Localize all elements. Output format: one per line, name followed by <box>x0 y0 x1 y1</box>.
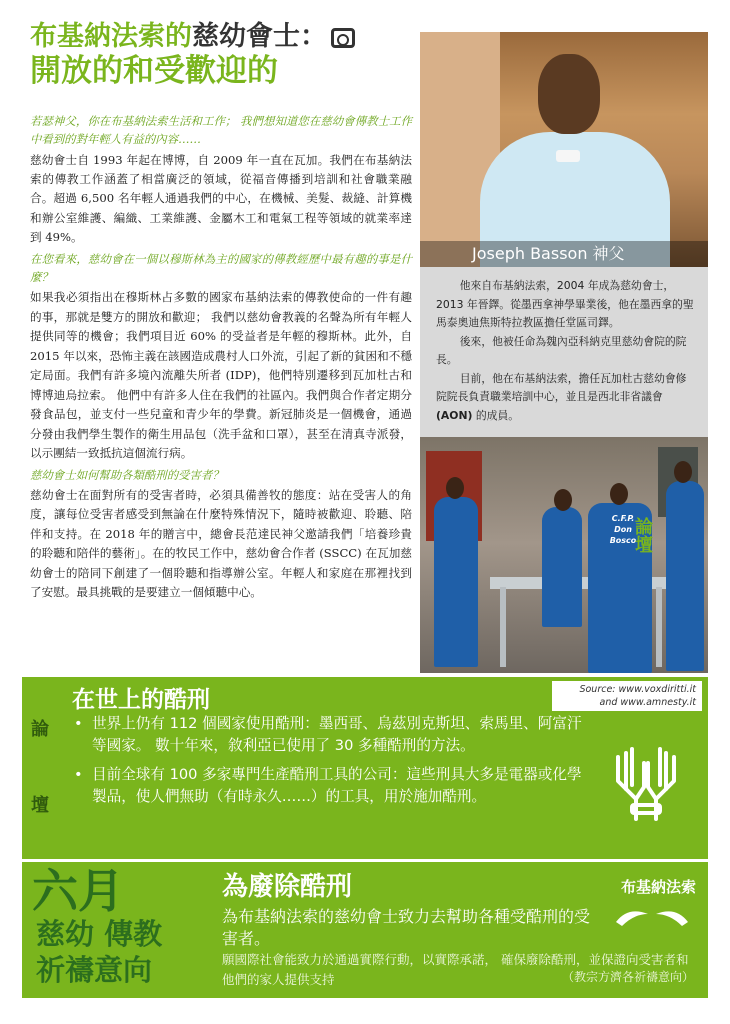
intention-label <box>36 916 162 988</box>
workshop-photo <box>420 437 708 673</box>
torture-facts-list <box>72 713 592 815</box>
torture-forum-box <box>22 677 708 859</box>
list-item: • 世界上仍有 112 個國家使用酷刑：墨西哥、烏茲別克斯坦、索馬里、阿富汗等國家。 數十年來，敘利亞已使用了 30 多種酷刑的方法。 <box>72 713 592 757</box>
question-2: 在您看來，慈幼會在一個以穆斯林為主的國家的傳教經歷中最有趣的事是什麼？ <box>30 251 412 285</box>
bio-p3-end: 的成員。 <box>472 408 520 422</box>
chat-bubble-icon <box>331 28 355 48</box>
title-line-2: 開放的和受歡迎的 <box>30 53 278 90</box>
source-note <box>552 681 702 711</box>
student-face <box>610 483 628 505</box>
student-face <box>554 489 572 511</box>
prayer-intention-box <box>22 862 708 998</box>
title-part-salesians: 慈幼會士： <box>192 21 327 52</box>
bio-paragraph-1: 他來自布基納法索，2004 年成為慈幼會士，2013 年晉鐸。從墨西拿神學畢業後，他在墨西拿的聖馬泰奧迪焦斯特拉教區擔任堂區司鐸。 <box>436 279 694 330</box>
intention-reference: （教宗方濟各祈禱意向） <box>561 970 694 984</box>
title-part-country: 布基納法索的 <box>30 21 192 52</box>
birds-icon <box>612 900 692 930</box>
workbench-leg <box>656 587 662 667</box>
bio-paragraph-3 <box>436 370 694 426</box>
bio-p3-text: 目前，他在布基納法索，擔任瓦加杜古慈幼會修院院長負責職業培訓中心，並且是西北非省議會 <box>436 371 687 404</box>
bio-paragraph-2: 後來，他被任命為魏內亞科納克里慈幼會院的院長。 <box>436 334 687 367</box>
logo-line-2: Don Bosco <box>609 525 637 545</box>
photo-caption: Joseph Basson 神父 <box>420 241 708 267</box>
workbench-leg <box>500 587 506 667</box>
source-line-2: and www.amnesty.it <box>599 697 696 708</box>
title-line-1 <box>30 22 420 51</box>
answer-1: 慈幼會士自 1993 年起在博博，自 2009 年一直在瓦加。我們在布基納法索的傳教工作涵蓋了相當廣泛的領域，從福音傳播到培訓和社會職業融合。超過 6,500 名年輕人通過我們的中心，在機械、美髮、裁縫、計算機和辦公室維護、編織、工業維護、金屬木工和電氣工程等領域的就業率達到 49%。 <box>30 152 412 245</box>
torture-heading: 在世上的酷刑 <box>72 687 210 713</box>
photo-head <box>538 54 600 134</box>
photo-collar <box>556 150 580 162</box>
biography-box <box>420 267 708 437</box>
country-label: 布基納法索 <box>620 878 696 896</box>
intention-lead: 為布基納法索的慈幼會士致力去幫助各種受酷刑的受害者。 <box>222 907 591 948</box>
forum-side-top: 論 <box>31 719 49 740</box>
portrait-photo <box>420 32 708 267</box>
intention-heading: 為廢除酷刑 <box>222 872 353 902</box>
student-face <box>446 477 464 499</box>
student-face <box>674 461 692 483</box>
answer-2: 如果我必須指出在穆斯林占多數的國家布基納法索的傳教使命的一件有趣的事，那就是雙方的開放和歡迎； 我們以慈幼會教義的名聲為所有年輕人提供同等的機會；我們項目近 60% 的受益者是年輕的穆斯林。此外，自 2015 年以來，恐怖主義在該國造成農村人口外流，引起了新的貧困和不穩定局面。我們有許多境內流離失所者 (IDP)，他們特別遷移到瓦加杜古和博博迪烏拉索。 他們中有許多人住在我們的社區內。我們與合作者定期分發食品包，並支付一些兒童和青少年的學費。新冠肺炎是一個機會，通過分發由我們學生製作的衛生用品包（洗手盆和口罩），甚至在清真寺派發，以示團結一致抵抗這個流行病。 <box>30 290 412 461</box>
student-figure <box>542 507 582 627</box>
logo-line-1: C.F.P. <box>611 514 635 523</box>
source-line-1: Source: www.voxdiritti.it <box>579 684 696 695</box>
answer-3: 慈幼會士在面對所有的受害者時，必須具備善牧的態度：站在受害人的角度，讓每位受害者感受到無論在什麼特殊情況下，隨時被歡迎、聆聽、陪伴和支持。在 2018 年的贈言中，總會長范達民神父邀請我們「培養珍貴的聆聽和陪伴的藝術」。在的牧民工作中，慈幼會合作者 (SSCC) 在瓦加慈幼會士的陪同下創建了一個聆聽和指導辦公室。年輕人和家庭在那裡找到了安慰。最具挑戰的是要建立一個傾聽中心。 <box>30 487 412 600</box>
forum-side-bottom: 壇 <box>31 795 49 816</box>
intention-text: 願國際社會能致力於通過實際行動，以實際承諾， 確保廢除酷刑，並保證向受害者和他們的家人提供支持 <box>222 952 689 987</box>
hands-icon <box>596 729 696 829</box>
forum-vertical-label: 論壇 <box>632 517 653 553</box>
intention-label-line-1: 慈幼 傳教 <box>36 917 163 951</box>
student-figure <box>434 497 478 667</box>
student-figure <box>666 481 704 671</box>
month-label: 六月 <box>32 864 124 918</box>
interview-article <box>30 112 412 605</box>
bio-p3-acronym: (AON) <box>436 408 473 422</box>
question-3: 慈幼會士如何幫助各類酷刑的受害者？ <box>30 467 224 482</box>
list-item: • 目前全球有 100 多家專門生產酷刑工具的公司：這些刑具大多是電器或化學製品，使人們無助（有時永久……）的工具，用於施加酷刑。 <box>72 764 592 808</box>
page-title <box>30 22 420 89</box>
intention-label-line-2: 祈禱意向 <box>36 953 153 987</box>
question-1: 若瑟神父，你在布基納法索生活和工作； 我們想知道您在慈幼會傳教士工作中看到的對年輕人有益的內容…… <box>30 114 412 147</box>
